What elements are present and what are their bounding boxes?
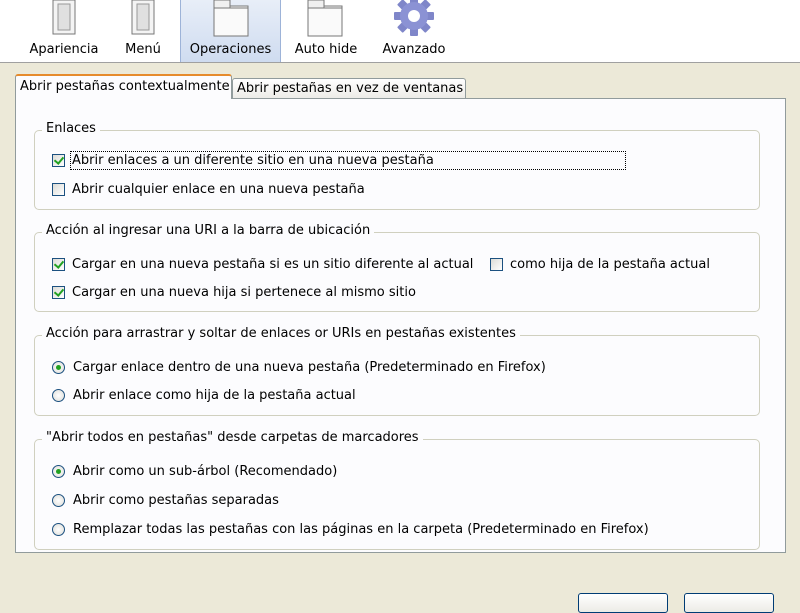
radio-bookmarks-subtree[interactable] — [52, 462, 337, 480]
radio-dragdrop-child[interactable] — [52, 386, 356, 404]
radio-label: Abrir enlace como hija de la pestaña actual — [73, 387, 356, 403]
checkbox-uri-same-site-child[interactable] — [52, 283, 416, 301]
checkbox-unchecked[interactable] — [52, 183, 65, 196]
radio-bookmarks-replace[interactable] — [52, 520, 649, 538]
toolbar-apariencia-label: Apariencia — [29, 42, 99, 57]
radio-selected[interactable] — [52, 361, 65, 374]
toolbar-autohide-label: Auto hide — [294, 42, 358, 57]
toolbar-autohide-button[interactable] — [292, 0, 360, 62]
checkbox-uri-child-of-current[interactable] — [490, 255, 710, 273]
radio-unselected[interactable] — [52, 523, 65, 536]
toolbar-operaciones-label: Operaciones — [189, 42, 272, 57]
cancel-button[interactable] — [684, 593, 774, 613]
radio-selected[interactable] — [52, 465, 65, 478]
gear-icon — [394, 0, 434, 38]
checkbox-label: Abrir cualquier enlace en una nueva pestaña — [72, 181, 365, 197]
radio-unselected[interactable] — [52, 389, 65, 402]
group-title: Acción para arrastrar y soltar de enlaces or URIs en pestañas existentes — [42, 326, 520, 341]
group-title: Acción al ingresar una URI a la barra de ubicación — [42, 223, 374, 238]
group-title: "Abrir todos en pestañas" desde carpetas de marcadores — [42, 430, 423, 445]
radio-label: Abrir como pestañas separadas — [73, 492, 279, 508]
group-enlaces — [34, 121, 760, 210]
toolbar-apariencia-button[interactable] — [22, 0, 106, 62]
checkbox-checked[interactable] — [52, 154, 65, 167]
checkbox-label: Cargar en una nueva pestaña si es un sitio diferente al actual — [72, 256, 474, 272]
radio-bookmarks-separate[interactable] — [52, 491, 279, 509]
tab-window-icon — [213, 0, 251, 38]
window-icon — [52, 0, 78, 36]
toolbar-menu-label: Menú — [125, 42, 161, 57]
checkbox-uri-new-tab[interactable] — [52, 255, 473, 273]
radio-dragdrop-new-tab[interactable] — [52, 358, 546, 376]
radio-label: Cargar enlace dentro de una nueva pestaña (Predeterminado en Firefox) — [73, 359, 546, 375]
toolbar-divider — [0, 62, 800, 63]
tab-abrir-en-vez-de-ventanas[interactable] — [232, 78, 466, 99]
checkbox-links-any[interactable] — [52, 180, 365, 198]
group-title: Enlaces — [42, 121, 100, 136]
tab-window-icon — [307, 0, 345, 38]
radio-label: Abrir como un sub-árbol (Recomendado) — [73, 463, 338, 479]
toolbar-avanzado-button[interactable] — [378, 0, 450, 62]
radio-unselected[interactable] — [52, 494, 65, 507]
toolbar-menu-button[interactable] — [116, 0, 170, 62]
checkbox-unchecked[interactable] — [490, 258, 503, 271]
checkbox-links-different-site[interactable] — [52, 151, 624, 169]
window-icon — [131, 0, 157, 36]
tab-abrir-contextualmente[interactable] — [15, 74, 232, 99]
checkbox-label: como hija de la pestaña actual — [510, 256, 710, 272]
tab-label: Abrir pestañas en vez de ventanas — [237, 81, 464, 96]
toolbar-avanzado-label: Avanzado — [382, 42, 446, 57]
ok-button[interactable] — [578, 593, 668, 613]
checkbox-label: Cargar en una nueva hija si pertenece al mismo sitio — [72, 284, 416, 300]
checkbox-checked[interactable] — [52, 286, 65, 299]
checkbox-checked[interactable] — [52, 258, 65, 271]
tab-label: Abrir pestañas contextualmente — [20, 79, 230, 94]
checkbox-label: Abrir enlaces a un diferente sitio en una nueva pestaña — [72, 153, 624, 168]
preferences-toolbar — [0, 0, 800, 62]
toolbar-operaciones-button[interactable] — [180, 0, 281, 62]
radio-label: Remplazar todas las pestañas con las páginas en la carpeta (Predeterminado en Firefox) — [73, 521, 649, 537]
